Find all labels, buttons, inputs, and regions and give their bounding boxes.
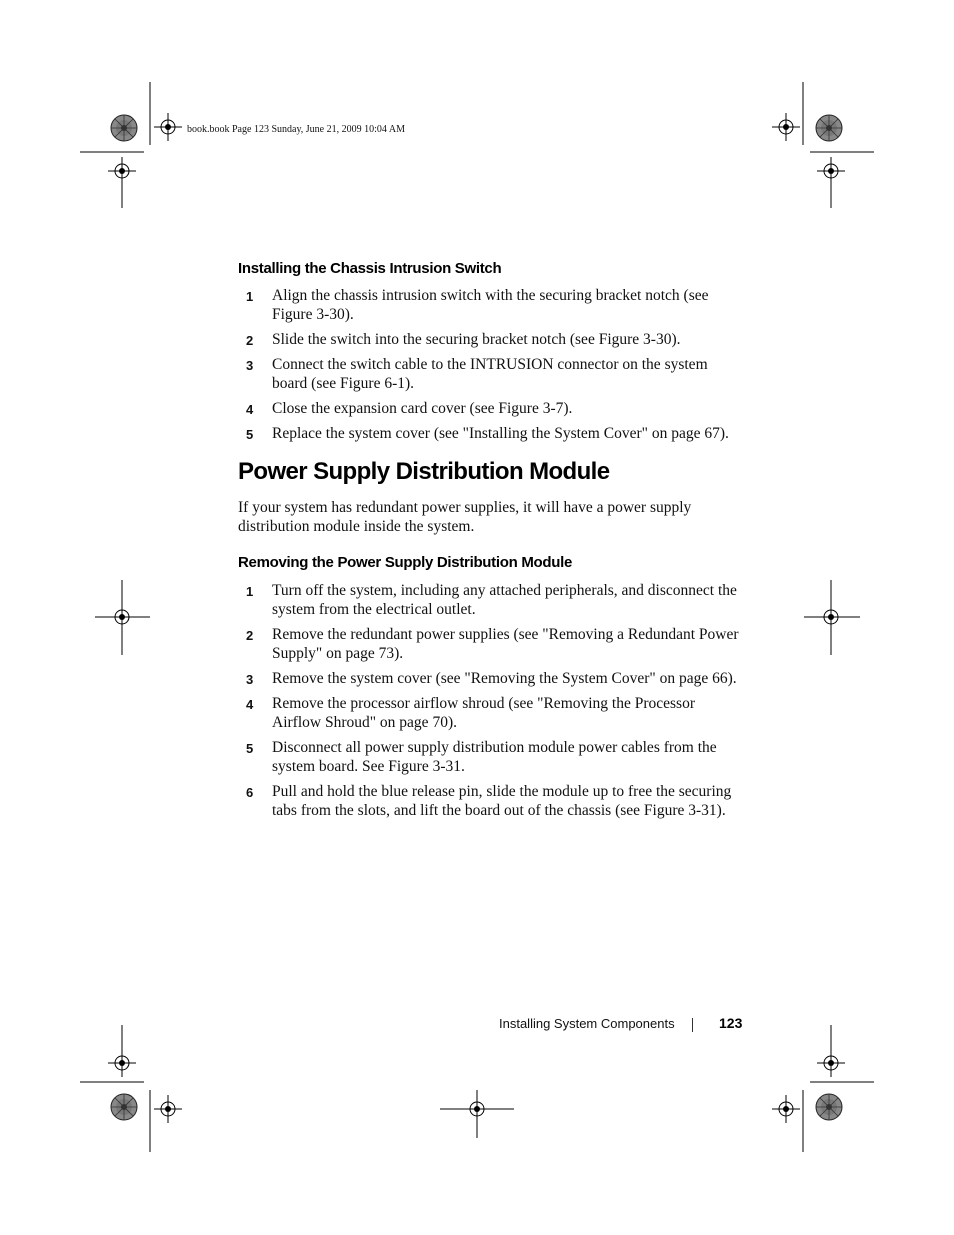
section-heading-installing: Installing the Chassis Intrusion Switch bbox=[238, 260, 502, 277]
step-text: Slide the switch into the securing bracket notch (see Figure 3-30). bbox=[272, 331, 681, 348]
list-item bbox=[246, 625, 746, 663]
list-item bbox=[246, 355, 746, 393]
step-number: 1 bbox=[246, 584, 254, 599]
removing-steps-list bbox=[246, 581, 746, 826]
list-item bbox=[246, 669, 746, 688]
step-number: 3 bbox=[246, 672, 254, 687]
list-item bbox=[246, 738, 746, 776]
step-number: 6 bbox=[246, 785, 254, 800]
step-text: Close the expansion card cover (see Figure 3-7). bbox=[272, 400, 573, 417]
step-number: 2 bbox=[246, 628, 254, 643]
step-number: 5 bbox=[246, 741, 254, 756]
step-text: Disconnect all power supply distribution module power cables from the system board. See Figure 3-31. bbox=[272, 739, 717, 775]
step-number: 4 bbox=[246, 697, 254, 712]
step-text: Remove the redundant power supplies (see "Removing a Redundant Power Supply" on page 73). bbox=[272, 626, 739, 662]
list-item bbox=[246, 330, 746, 349]
intro-paragraph: If your system has redundant power supplies, it will have a power supply distribution module inside the system. bbox=[238, 499, 692, 535]
section-heading-removing: Removing the Power Supply Distribution Module bbox=[238, 554, 573, 571]
step-number: 2 bbox=[246, 333, 254, 348]
print-slug: book.book Page 123 Sunday, June 21, 2009 10:04 AM bbox=[187, 124, 405, 135]
step-text: Remove the processor airflow shroud (see "Removing the Processor Airflow Shroud" on page 70). bbox=[272, 695, 696, 731]
list-item bbox=[246, 399, 746, 418]
step-number: 5 bbox=[246, 427, 254, 442]
page-number: 123 bbox=[719, 1015, 743, 1031]
list-item bbox=[246, 782, 746, 820]
step-number: 4 bbox=[246, 402, 254, 417]
page-title: Power Supply Distribution Module bbox=[238, 458, 610, 485]
installing-steps-list bbox=[246, 286, 746, 449]
list-item bbox=[246, 286, 746, 324]
step-text: Pull and hold the blue release pin, slide the module up to free the securing tabs from the slots, and lift the board out of the chassis (see Figure 3-31). bbox=[272, 783, 732, 819]
step-number: 1 bbox=[246, 289, 254, 304]
step-number: 3 bbox=[246, 358, 254, 373]
list-item bbox=[246, 424, 746, 443]
footer-divider bbox=[692, 1018, 693, 1032]
list-item bbox=[246, 694, 746, 732]
step-text: Replace the system cover (see "Installing the System Cover" on page 67). bbox=[272, 425, 729, 442]
step-text: Turn off the system, including any attached peripherals, and disconnect the system from the electrical outlet. bbox=[272, 582, 737, 618]
step-text: Remove the system cover (see "Removing the System Cover" on page 66). bbox=[272, 670, 737, 687]
step-text: Connect the switch cable to the INTRUSION connector on the system board (see Figure 6-1). bbox=[272, 356, 708, 392]
footer-chapter-label: Installing System Components bbox=[499, 1016, 675, 1031]
step-text: Align the chassis intrusion switch with the securing bracket notch (see Figure 3-30). bbox=[272, 287, 709, 323]
list-item bbox=[246, 581, 746, 619]
